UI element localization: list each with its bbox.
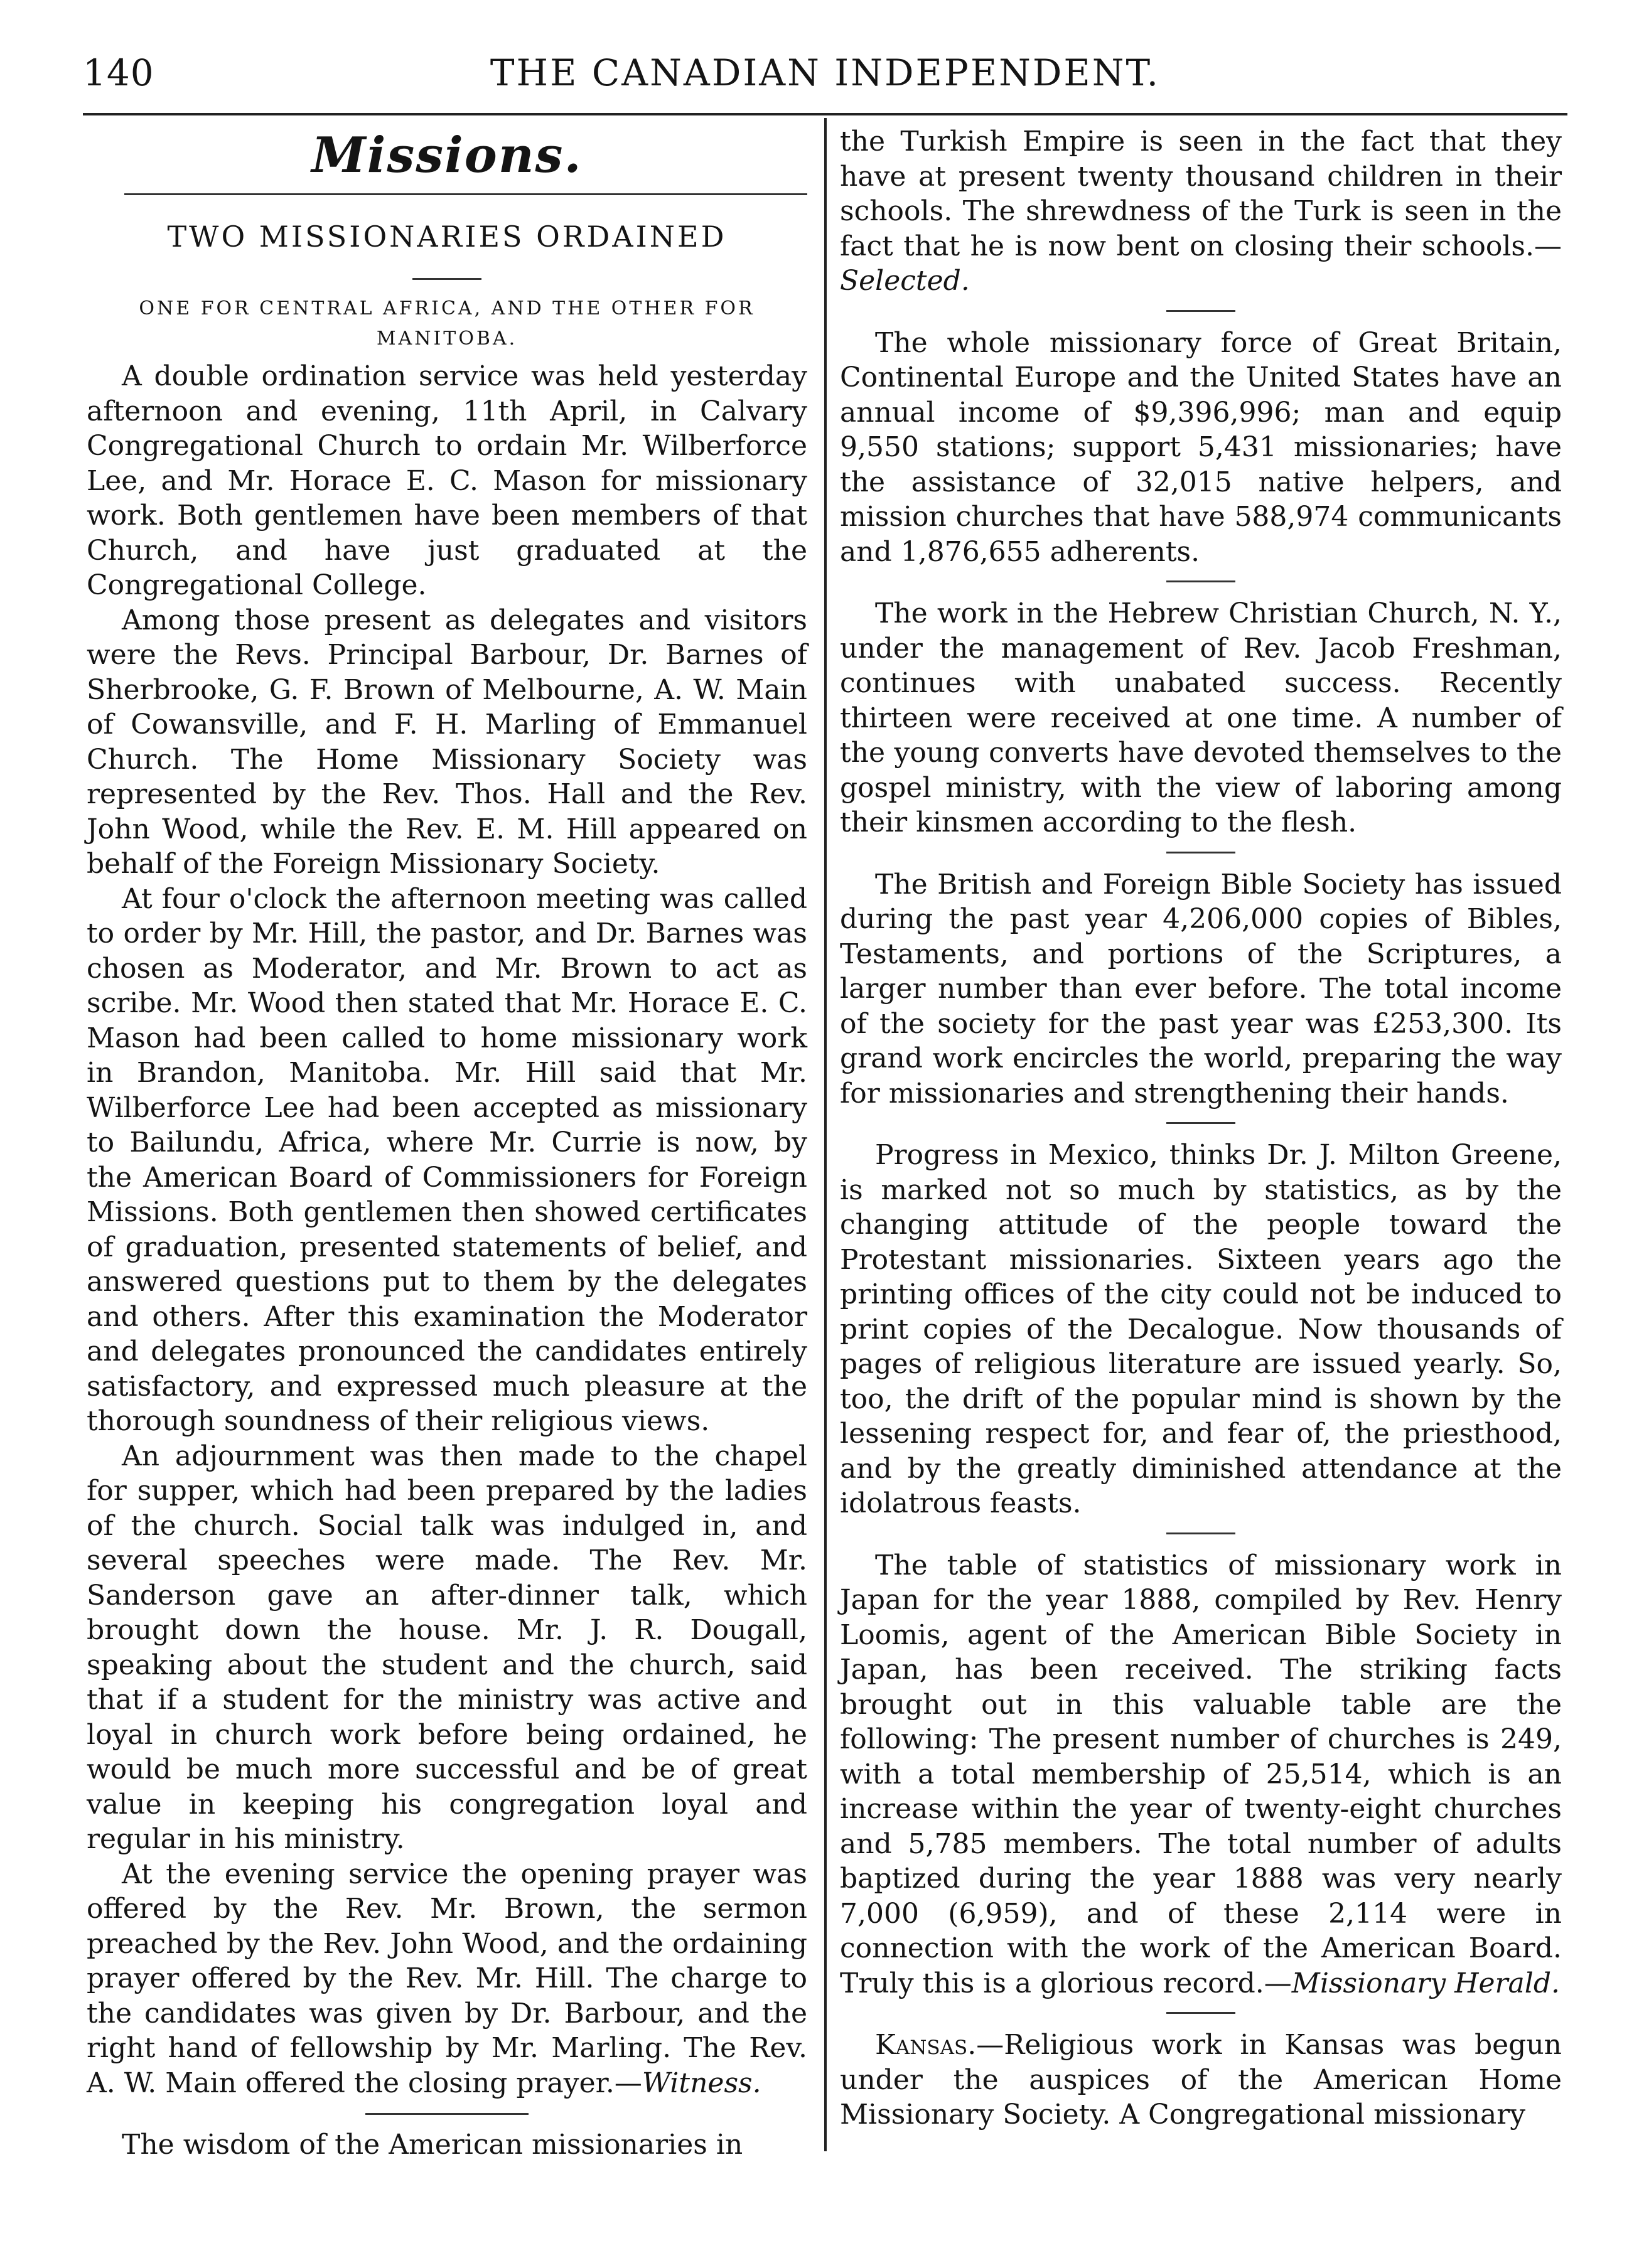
article-paragraph: At four o'clock the afternoon meeting was called to order by Mr. Hill, the pastor, and Dr. Barnes was chosen as Moderator, and Mr. Brown to act as scribe. Mr. Wood then stated that Mr. Horace E. C. Mason had been called to home missionary work in Brandon, Manitoba. Mr. Hill said that Mr. Wilberforce Lee had been accepted as missionary to Bailundu, Africa, where Mr. Currie is now, by the American Board of Commissioners for Foreign Missions. Both gentlemen then showed certificates of graduation, presented statements of belief, and answered questions put to them by the delegates and others. After this examination the Moderator and delegates pronounced the candidates entirely satisfactory, and expressed much pleasure at the thorough soundness of their religious views.: [87, 882, 807, 1437]
item-separator: [1166, 580, 1235, 582]
item-separator: [1166, 1122, 1235, 1124]
title-rule: [412, 278, 481, 280]
news-item: The work in the Hebrew Christian Church, N. Y., under the management of Rev. Jacob Freshman, continues with unabated success. Recently thirteen were received at one time. A number of the young converts have devoted themselves to the gospel ministry, with the view of laboring among their kinsmen according to the flesh.: [840, 597, 1562, 838]
article-title: TWO MISSIONARIES ORDAINED: [167, 220, 727, 254]
page-header: [83, 51, 1567, 109]
item-separator: [1166, 852, 1235, 853]
article-paragraph: A double ordination service was held yesterday afternoon and evening, 11th April, in Calvary Congregational Church to ordain Mr. Wilberforce Lee, and Mr. Horace E. C. Mason for missionary work. Both gentlemen have been members of that Church, and have just graduated at the Congregational College.: [87, 360, 807, 601]
item-separator: [1166, 2012, 1235, 2014]
journal-title: THE CANADIAN INDEPENDENT.: [490, 51, 1161, 94]
article-subheading: ONE FOR CENTRAL AFRICA, AND THE OTHER FOR MANITOBA.: [139, 297, 755, 350]
article-paragraph: Among those present as delegates and visitors were the Revs. Principal Barbour, Dr. Barnes of Sherbrooke, G. F. Brown of Melbourne, A. W. Main of Cowansville, and F. H. Marling of Emmanuel Church. The Home Missionary Society was represented by the Rev. Thos. Hall and the Rev. John Wood, while the Rev. E. M. Hill appeared on behalf of the Foreign Missionary Society.: [87, 604, 807, 880]
paragraph-text: At the evening service the opening prayer was offered by the Rev. Mr. Brown, the sermon preached by the Rev. John Wood, and the ordaining prayer offered by the Rev. Mr. Hill. The charge to the candidates was given by Dr. Barbour, and the right hand of fellowship by Mr. Marling. The Rev. A. W. Main offered the closing prayer.—: [87, 1858, 807, 2099]
item-separator: [1166, 310, 1235, 312]
paragraph-text: The table of statistics of missionary work in Japan for the year 1888, compiled by Rev. Henry Loomis, agent of the American Bible Society in Japan, has been received. The striking facts brought out in this valuable table are the following: The present number of churches is 249, with a total membership of 25,514, which is an increase within the year of twenty-eight churches and 5,785 members. The total number of adults baptized during the year 1888 was very nearly 7,000 (6,959), and of these 2,114 were in connection with the work of the American Board. Truly this is a glorious record.—: [840, 1549, 1562, 1999]
left-column: [87, 124, 807, 2163]
paragraph-text: —Religious work in Kansas was begun under the auspices of the American Home Missionary Society. A Congregational missionary: [840, 2029, 1562, 2131]
section-rule: [124, 193, 807, 195]
news-item: The British and Foreign Bible Society has issued during the past year 4,206,000 copies of Bibles, Testaments, and portions of the Scriptures, a larger number than ever before. The total income of the society for the past year was £253,300. Its grand work encircles the world, preparing the way for missionaries and strengthening their hands.: [840, 868, 1562, 1110]
item-separator: [1166, 1533, 1235, 1534]
right-column: [840, 124, 1562, 2132]
continuation-paragraph: [840, 124, 1562, 299]
section-title: Missions.: [311, 127, 583, 184]
news-item: The whole missionary force of Great Britain, Continental Europe and the United States have an annual income of $9,396,996; man and equip 9,550 stations; support 5,431 missionaries; have the assistance of 32,015 native helpers, and mission churches that have 588,974 communicants and 1,876,655 adherents.: [840, 326, 1562, 568]
article-paragraph: An adjournment was then made to the chapel for supper, which had been prepared by the ladies of the church. Social talk was indulged in, and several speeches were made. The Rev. Mr. Sanderson gave an after-dinner talk, which brought down the house. Mr. J. R. Dougall, speaking about the student and the church, said that if a student for the ministry was active and loyal in church work before being ordained, he would be much more successful and be of great value in keeping his congregation loyal and regular in his ministry.: [87, 1440, 807, 1855]
paragraph-text: the Turkish Empire is seen in the fact that they have at present twenty thousand children in their schools. The shrewdness of the Turk is seen in the fact that he is now bent on closing their schools.—: [840, 126, 1562, 262]
news-item: [840, 1548, 1562, 2001]
header-rule: [83, 113, 1567, 115]
source-attribution: Selected.: [840, 265, 970, 297]
news-item: [840, 2028, 1562, 2132]
page-number: 140: [83, 51, 154, 94]
article-end-rule: [365, 2113, 529, 2115]
continued-paragraph: The wisdom of the American missionaries in: [122, 2129, 743, 2161]
source-attribution: Witness.: [642, 2067, 761, 2099]
article-paragraph-last: [87, 1857, 807, 2101]
news-item: Progress in Mexico, thinks Dr. J. Milton Greene, is marked not so much by statistics, as by the changing attitude of the people toward the Protestant missionaries. Sixteen years ago the printing offices of the city could not be induced to print copies of the Decalogue. Now thousands of pages of religious literature are issued yearly. So, too, the drift of the popular mind is shown by the lessening respect for, and fear of, the priesthood, and by the greatly diminished attendance at the idolatrous feasts.: [840, 1139, 1562, 1519]
source-attribution: Missionary Herald.: [1291, 1967, 1560, 1999]
column-divider: [824, 118, 827, 2151]
kansas-lead: Kansas.: [875, 2029, 977, 2061]
